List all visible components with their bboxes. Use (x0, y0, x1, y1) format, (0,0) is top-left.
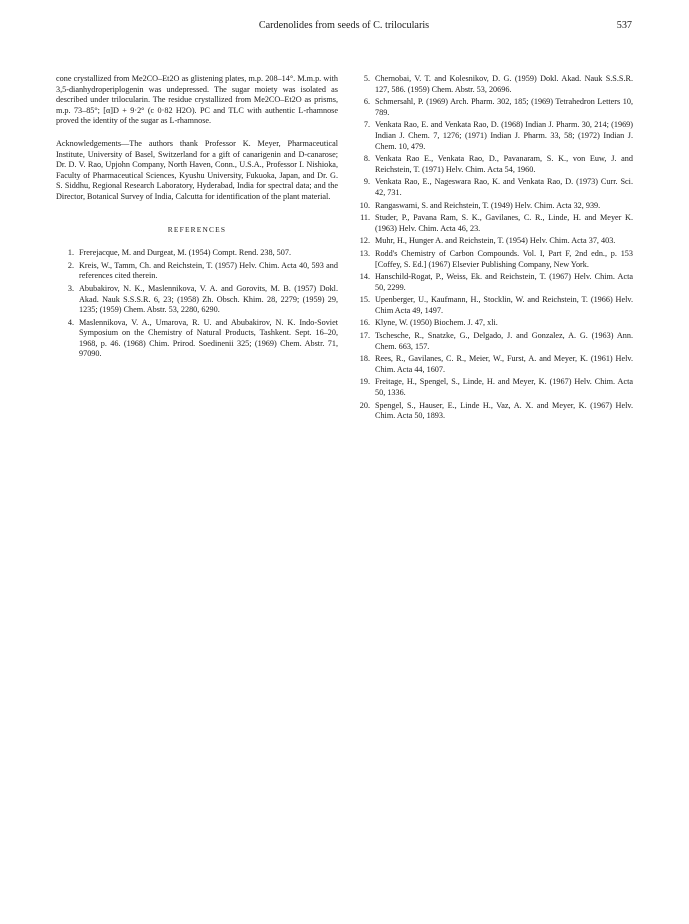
reference-number: 1. (67, 248, 74, 258)
reference-number: 8. (363, 154, 370, 164)
reference-item (352, 120, 633, 152)
reference-item (352, 154, 633, 175)
reference-item (352, 97, 633, 118)
reference-text: Upenberger, U., Kaufmann, H., Stocklin, W. and Reichstein, T. (1966) Helv. Chim Acta 49, 1497. (375, 295, 633, 315)
reference-text: Venkata Rao, E. and Venkata Rao, D. (1968) Indian J. Pharm. 30, 214; (1969) Indian J. Chem. 7, 1276; (1971) Indian J. Pharm. 33, 58; (1972) Indian J. Chem. 10, 479. (375, 120, 633, 151)
reference-item (352, 354, 633, 375)
reference-item (352, 295, 633, 316)
reference-text: Schmersahl, P. (1969) Arch. Pharm. 302, 185; (1969) Tetrahedron Letters 10, 789. (375, 97, 633, 117)
reference-number: 10. (359, 200, 370, 210)
references-list-left (56, 248, 338, 360)
reference-text: Muhr, H., Hunger A. and Reichstein, T. (1954) Helv. Chim. Acta 37, 403. (375, 236, 616, 246)
intro-paragraph: cone crystallized from Me2CO–Et2O as glistening plates, m.p. 208–14°. M.m.p. with 3,5-dianhydroperiplogenin was undepressed. The sugar moiety was isolated as described under trilocularin. The residue crystallized from Me2CO–Et2O as prisms, m.p. 73–85°; [α]D + 9·2° (c 0·82 H2O). PC and TLC with authentic L-rhamnose proved the identity of the sugar as L-rhamnose. (56, 74, 338, 126)
reference-text: Kreis, W., Tamm, Ch. and Reichstein, T. (1957) Helv. Chim. Acta 40, 593 and references cited therein. (79, 260, 338, 281)
reference-number: 11. (360, 213, 370, 223)
reference-number: 17. (359, 331, 370, 341)
reference-text: Studer, P., Pavana Ram, S. K., Gavilanes, C. R., Linde, H. and Meyer K. (1963) Helv. Chim. Acta 46, 23. (375, 213, 633, 233)
references-list-right (352, 74, 633, 422)
reference-number: 3. (67, 283, 74, 293)
reference-text: Tschesche, R., Snatzke, G., Delgado, J. and Gonzalez, A. G. (1963) Ann. Chem. 663, 157. (375, 331, 633, 351)
reference-number: 2. (67, 260, 74, 270)
reference-item (352, 74, 633, 95)
page-number: 537 (616, 20, 632, 31)
reference-item (352, 401, 633, 422)
reference-number: 16. (359, 318, 370, 328)
references-heading: REFERENCES (167, 224, 227, 234)
reference-text: Spengel, S., Hauser, E., Linde H., Vaz, A. X. and Meyer, K. (1967) Helv. Chim. Acta 50, 1893. (375, 400, 633, 421)
reference-item (352, 377, 633, 398)
reference-item (352, 177, 633, 198)
reference-item (352, 272, 633, 293)
reference-number: 12. (359, 236, 370, 246)
reference-text: Klyne, W. (1950) Biochem. J. 47, xli. (375, 318, 498, 328)
reference-item (352, 201, 633, 212)
reference-text: Venkata Rao, E., Nageswara Rao, K. and Venkata Rao, D. (1973) Curr. Sci. 42, 731. (375, 177, 633, 197)
reference-item (56, 318, 338, 360)
reference-item (56, 284, 338, 316)
reference-number: 15. (359, 295, 370, 305)
reference-text: Chernobai, V. T. and Kolesnikov, D. G. (1959) Dokl. Akad. Nauk S.S.S.R. 127, 586. (1959) Chem. Abstr. 53, 20696. (375, 74, 633, 94)
reference-text: Rees, R., Gavilanes, C. R., Meier, W., Furst, A. and Meyer, K. (1961) Helv. Chim. Acta 44, 1607. (375, 354, 633, 374)
reference-text: Hanschild-Rogat, P., Weiss, Ek. and Reichstein, T. (1967) Helv. Chim. Acta 50, 2299. (375, 272, 633, 292)
reference-number: 6. (363, 97, 370, 107)
running-header (56, 20, 632, 36)
reference-item (352, 236, 633, 247)
reference-text: Abubakirov, N. K., Maslennikova, V. A. and Gorovits, M. B. (1957) Dokl. Akad. Nauk S.S.S.R. 6, 23; (1958) Zh. Obsch. Khim. 28, 2279; (1959) 29, 1235; (1959) Chem. Abstr. 53, 2280, 6290. (79, 283, 338, 315)
reference-number: 20. (359, 400, 370, 410)
reference-text: Freitage, H., Spengel, S., Linde, H. and Meyer, K. (1967) Helv. Chim. Acta 50, 1336. (375, 377, 633, 398)
reference-number: 18. (359, 354, 370, 364)
reference-text: Maslennikova, V. A., Umarova, R. U. and Abubakirov, N. K. Indo-Soviet Symposium on the Chemistry of Natural Products, Tashkent. Sept. 16–20, 1968, p. 46. (1968) Chim. Prirod. Soedinenii 325; (1969) Chem. Abstr. 71, 97090. (79, 317, 338, 359)
reference-text: Rangaswami, S. and Reichstein, T. (1949) Helv. Chim. Acta 32, 939. (375, 200, 601, 210)
reference-number: 13. (359, 248, 370, 258)
reference-number: 5. (363, 74, 370, 83)
reference-number: 7. (363, 120, 370, 130)
reference-item (352, 331, 633, 352)
running-title: Cardenolides from seeds of C. trilocularis (258, 20, 430, 31)
reference-item (352, 249, 633, 270)
left-column (56, 74, 338, 362)
reference-text: Frerejacque, M. and Durgeat, M. (1954) Compt. Rend. 238, 507. (79, 248, 292, 258)
reference-item (56, 261, 338, 282)
reference-number: 14. (359, 272, 370, 282)
acknowledgements-paragraph: Acknowledgements—The authors thank Professor K. Meyer, Pharmaceutical Institute, University of Basel, Switzerland for a gift of canarigenin and D-canarose; Dr. D. V. Rao, Upjohn Company, North Haven, Conn., U.S.A., Professor I. Nishioka, Faculty of Pharmaceutical Sciences, Kyushu University, Fukuoka, Japan, and Dr. G. S. Siddhu, Regional Research Laboratory, Hyderabad, India for spectral data; and the Director, Botanical Survey of India, Calcutta for identification of the plant material. (56, 138, 338, 201)
reference-item (56, 248, 338, 259)
reference-text: Venkata Rao E., Venkata Rao, D., Pavanaram, S. K., von Euw, J. and Reichstein, T. (1971) Helv. Chim. Acta 54, 1960. (375, 154, 633, 174)
reference-number: 9. (363, 177, 370, 187)
reference-number: 4. (67, 317, 74, 327)
reference-text: Rodd's Chemistry of Carbon Compounds. Vol. I, Part F, 2nd edn., p. 153 [Coffey, S. Ed.] (1967) Elsevier Publishing Company, New York. (375, 248, 633, 269)
reference-number: 19. (359, 377, 370, 387)
reference-item (352, 318, 633, 329)
right-column (352, 74, 633, 424)
reference-item (352, 213, 633, 234)
